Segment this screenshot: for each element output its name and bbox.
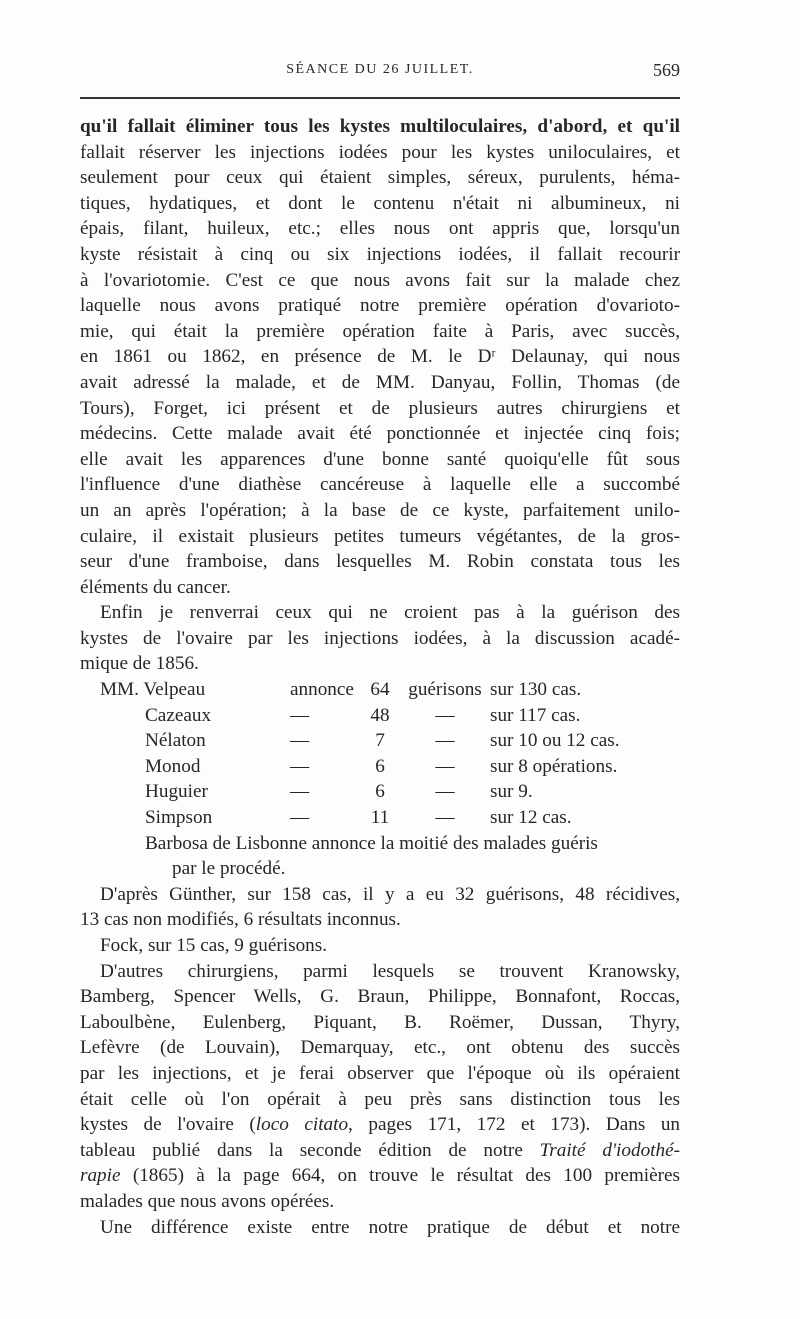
stat-mid: —: [435, 807, 455, 829]
text-line: D'autres chirurgiens, parmi lesquels se trouvent Kranowsky,: [100, 960, 680, 982]
text-line: seulement pour ceux qui étaient simples, séreux, purulents, héma-: [80, 167, 680, 189]
stat-surgeon: Cazeaux: [145, 704, 212, 726]
stat-total: sur 9.: [490, 781, 533, 803]
page-number: 569: [653, 60, 680, 80]
text-line: rapie (1865) à la page 664, on trouve le résultat des 100 premières: [80, 1165, 680, 1187]
text-line: Fock, sur 15 cas, 9 guérisons.: [100, 935, 328, 956]
stat-mid: guérisons: [408, 679, 482, 701]
stat-count: 7: [375, 730, 385, 752]
text-line: médecins. Cette malade avait été ponctionnée et injectée cinq fois;: [80, 423, 680, 445]
stat-surgeon: Nélaton: [145, 730, 206, 752]
stat-row: [80, 703, 680, 729]
stat-count: 6: [375, 781, 385, 803]
text-line: tiques, hydatiques, et dont le contenu n'était ni albumineux, ni: [80, 192, 680, 214]
stat-total: sur 8 opérations.: [490, 755, 618, 777]
text-line: culaire, il existait plusieurs petites tumeurs végétantes, de la gros-: [80, 525, 680, 547]
text-line: D'après Günther, sur 158 cas, il y a eu 32 guérisons, 48 récidives,: [100, 883, 680, 905]
stat-mid: —: [435, 755, 455, 777]
text-line: qu'il fallait éliminer tous les kystes multiloculaires, d'abord, et qu'il: [80, 116, 680, 137]
stat-mid: —: [435, 704, 455, 726]
stat-surgeon: Monod: [145, 755, 201, 777]
text-line: elle avait les apparences d'une bonne santé quoiqu'elle fût sous: [80, 448, 680, 470]
stat-row: [80, 805, 680, 831]
text-line: était celle où l'on opérait à peu près sans distinction tous les: [80, 1088, 680, 1110]
stat-row: [80, 779, 680, 805]
stat-count: 6: [375, 755, 385, 777]
stat-total: sur 12 cas.: [490, 807, 572, 829]
stat-verb: —: [290, 781, 310, 803]
text-line: seur d'une framboise, dans lesquelles M. Robin constata tous les: [80, 551, 680, 573]
barbosa-line: Barbosa de Lisbonne annonce la moitié des malades guéris: [145, 832, 598, 854]
text-line: avait adressé la malade, et de MM. Danyau, Follin, Thomas (de: [80, 371, 680, 393]
body-text: [80, 114, 680, 1240]
stat-verb: —: [290, 755, 310, 777]
text-line: à l'ovariotomie. C'est ce que nous avons fait sur la malade chez: [80, 269, 680, 291]
stat-verb: —: [290, 730, 310, 752]
stat-total: sur 130 cas.: [490, 679, 582, 701]
text-line: Lefèvre (de Louvain), Demarquay, etc., ont obtenu des succès: [80, 1037, 680, 1059]
text-line: Laboulbène, Eulenberg, Piquant, B. Roëmer, Dussan, Thyry,: [80, 1011, 680, 1033]
text-line: 13 cas non modifiés, 6 résultats inconnus.: [80, 909, 401, 931]
stat-verb: —: [290, 807, 310, 829]
running-title: SÉANCE DU 26 JUILLET.: [286, 62, 474, 77]
text-line: l'influence d'une diathèse cancéreuse à laquelle elle a succombé: [80, 474, 680, 496]
stat-mid: —: [435, 730, 455, 752]
stat-row: [80, 728, 680, 754]
text-line: en 1861 ou 1862, en présence de M. le Dʳ Delaunay, qui nous: [80, 346, 680, 368]
stat-surgeon: MM. Velpeau: [100, 679, 206, 701]
text-line: un an après l'opération; à la base de ce kyste, parfaitement unilo-: [80, 499, 680, 521]
header-rule: [80, 97, 680, 99]
barbosa-line: par le procédé.: [172, 858, 286, 880]
stat-total: sur 117 cas.: [490, 704, 581, 726]
text-line: Tours), Forget, ici présent et de plusieurs autres chirurgiens et: [80, 397, 680, 419]
stat-count: 64: [370, 679, 390, 701]
stat-surgeon: Huguier: [145, 781, 208, 803]
stat-count: 48: [370, 704, 390, 726]
text-line: mie, qui était la première opération faite à Paris, avec succès,: [80, 320, 680, 342]
stat-mid: —: [435, 781, 455, 803]
stat-row: [80, 677, 680, 703]
text-line: éléments du cancer.: [80, 576, 231, 598]
text-line: tableau publié dans la seconde édition de notre Traité d'iodothé-: [80, 1139, 680, 1161]
text-line: par les injections, et je ferai observer que l'époque où ils opéraient: [80, 1062, 680, 1084]
stat-verb: —: [290, 704, 310, 726]
text-line: épais, filant, huileux, etc.; elles nous ont appris que, lorsqu'un: [80, 218, 680, 240]
page-header: [80, 62, 680, 88]
stat-total: sur 10 ou 12 cas.: [490, 730, 620, 752]
statistics-list: [80, 677, 680, 882]
stat-surgeon: Simpson: [145, 807, 213, 829]
text-line: Une différence existe entre notre pratique de début et notre: [100, 1216, 680, 1238]
stat-count: 11: [370, 807, 390, 829]
text-line: mique de 1856.: [80, 653, 199, 675]
text-line: laquelle nous avons pratiqué notre première opération d'ovarioto-: [80, 295, 680, 317]
stat-row: [80, 754, 680, 780]
text-line: kystes de l'ovaire par les injections iodées, à la discussion acadé-: [80, 627, 680, 649]
text-line: Bamberg, Spencer Wells, G. Braun, Philippe, Bonnafont, Roccas,: [80, 986, 680, 1008]
text-line: malades que nous avons opérées.: [80, 1190, 335, 1212]
text-line: kystes de l'ovaire (loco citato, pages 171, 172 et 173). Dans un: [80, 1114, 681, 1136]
text-line: kyste résistait à cinq ou six injections iodées, il fallait recourir: [80, 243, 680, 265]
text-line: fallait réserver les injections iodées pour les kystes uniloculaires, et: [80, 141, 680, 163]
stat-verb: annonce: [290, 679, 354, 701]
text-line: Enfin je renverrai ceux qui ne croient pas à la guérison des: [100, 602, 680, 624]
